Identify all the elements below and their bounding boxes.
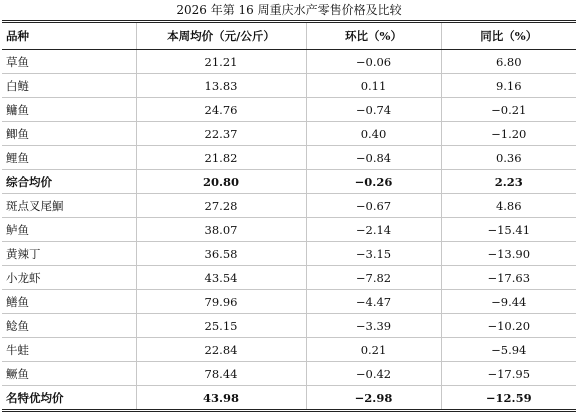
yoy-change-cell: −17.95 [441, 362, 576, 386]
variety-cell: 鲈鱼 [2, 218, 136, 242]
avg-price-cell: 20.80 [136, 170, 306, 194]
variety-cell: 鳝鱼 [2, 290, 136, 314]
yoy-change-cell: −13.90 [441, 242, 576, 266]
avg-price-cell: 22.84 [136, 338, 306, 362]
avg-price-cell: 25.15 [136, 314, 306, 338]
table-row [2, 218, 576, 242]
avg-price-cell: 79.96 [136, 290, 306, 314]
yoy-change-cell: −5.94 [441, 338, 576, 362]
summary-row [2, 170, 576, 194]
avg-price-cell: 22.37 [136, 122, 306, 146]
mom-change-cell: −0.06 [306, 50, 441, 74]
mom-change-cell: −2.98 [306, 386, 441, 411]
yoy-change-cell: −0.21 [441, 98, 576, 122]
avg-price-cell: 27.28 [136, 194, 306, 218]
summary-row [2, 386, 576, 411]
table-row [2, 314, 576, 338]
yoy-change-cell: 4.86 [441, 194, 576, 218]
mom-change-cell: −3.15 [306, 242, 441, 266]
mom-change-cell: −0.67 [306, 194, 441, 218]
avg-price-cell: 24.76 [136, 98, 306, 122]
yoy-change-cell: 6.80 [441, 50, 576, 74]
yoy-change-cell: −10.20 [441, 314, 576, 338]
variety-cell: 综合均价 [2, 170, 136, 194]
variety-cell: 牛蛙 [2, 338, 136, 362]
avg-price-cell: 43.98 [136, 386, 306, 411]
variety-cell: 鳙鱼 [2, 98, 136, 122]
table-row [2, 362, 576, 386]
table-row [2, 50, 576, 74]
variety-cell: 名特优均价 [2, 386, 136, 411]
avg-price-cell: 21.82 [136, 146, 306, 170]
table-row [2, 194, 576, 218]
mom-change-cell: 0.21 [306, 338, 441, 362]
yoy-change-cell: −15.41 [441, 218, 576, 242]
mom-change-cell: −0.26 [306, 170, 441, 194]
table-title: 2026 年第 16 周重庆水产零售价格及比较 [176, 3, 402, 17]
mom-change-cell: −0.84 [306, 146, 441, 170]
yoy-change-cell: −9.44 [441, 290, 576, 314]
variety-cell: 鲶鱼 [2, 314, 136, 338]
yoy-change-cell: −1.20 [441, 122, 576, 146]
column-header-yoy: 同比（%） [441, 22, 576, 50]
mom-change-cell: −0.74 [306, 98, 441, 122]
variety-cell: 鲫鱼 [2, 122, 136, 146]
variety-cell: 鳜鱼 [2, 362, 136, 386]
avg-price-cell: 36.58 [136, 242, 306, 266]
mom-change-cell: −0.42 [306, 362, 441, 386]
variety-cell: 小龙虾 [2, 266, 136, 290]
variety-cell: 鲤鱼 [2, 146, 136, 170]
mom-change-cell: 0.11 [306, 74, 441, 98]
table-row [2, 338, 576, 362]
avg-price-cell: 78.44 [136, 362, 306, 386]
avg-price-cell: 21.21 [136, 50, 306, 74]
yoy-change-cell: 9.16 [441, 74, 576, 98]
table-row [2, 98, 576, 122]
avg-price-cell: 43.54 [136, 266, 306, 290]
mom-change-cell: −7.82 [306, 266, 441, 290]
column-header-variety: 品种 [2, 22, 136, 50]
yoy-change-cell: −17.63 [441, 266, 576, 290]
yoy-change-cell: 2.23 [441, 170, 576, 194]
table-body [2, 50, 576, 411]
table-row [2, 74, 576, 98]
table-row [2, 266, 576, 290]
yoy-change-cell: 0.36 [441, 146, 576, 170]
avg-price-cell: 13.83 [136, 74, 306, 98]
avg-price-cell: 38.07 [136, 218, 306, 242]
variety-cell: 草鱼 [2, 50, 136, 74]
mom-change-cell: 0.40 [306, 122, 441, 146]
table-row [2, 290, 576, 314]
table-row [2, 242, 576, 266]
mom-change-cell: −4.47 [306, 290, 441, 314]
variety-cell: 斑点叉尾鮰 [2, 194, 136, 218]
table-header [2, 22, 576, 50]
variety-cell: 黄辣丁 [2, 242, 136, 266]
column-header-mom: 环比（%） [306, 22, 441, 50]
table-row [2, 122, 576, 146]
mom-change-cell: −3.39 [306, 314, 441, 338]
mom-change-cell: −2.14 [306, 218, 441, 242]
column-header-avg-price: 本周均价（元/公斤） [136, 22, 306, 50]
price-table [2, 20, 576, 412]
variety-cell: 白鲢 [2, 74, 136, 98]
yoy-change-cell: −12.59 [485, 390, 532, 405]
header-row [2, 22, 576, 50]
table-row [2, 146, 576, 170]
